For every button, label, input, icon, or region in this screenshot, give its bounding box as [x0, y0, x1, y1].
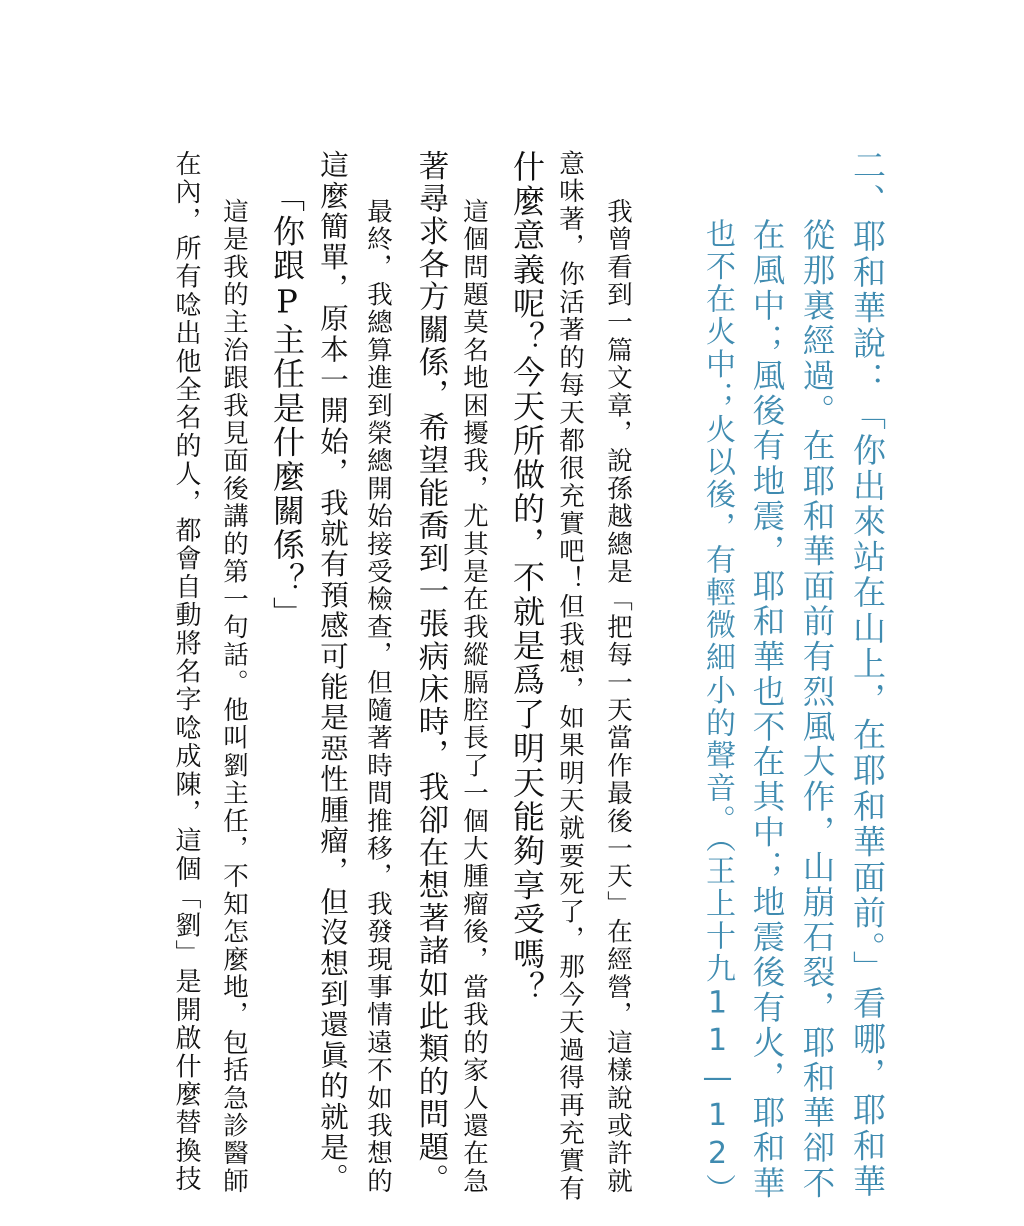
verse-line-2: 從那裏經過。在耶和華面前有烈風大作，山崩石裂，耶和華卻不 — [798, 218, 836, 1201]
body-line-5: 著尋求各方關係，希望能喬到一張病床時，我卻在想著諸如此類的問題。 — [413, 150, 448, 1197]
body-line-6: 最終，我總算進到榮總開始接受檢查，但隨著時間推移，我發現事情遠不如我想的 — [363, 198, 393, 1196]
body-line-9: 這是我的主治跟我見面後講的第一句話。他叫劉主任，不知怎麼地，包括急診醫師 — [219, 198, 249, 1196]
verse-line-4: 也不在火中；火以後，有輕微細小的聲音。（王上十九11—12） — [700, 218, 735, 1206]
body-line-7: 這麼簡單，原本一開始，我就有預感可能是惡性腫瘤，但沒想到還眞的就是。 — [316, 150, 349, 1194]
body-line-1: 我曾看到一篇文章，說孫越總是「把每一天當作最後一天」在經營，這樣說或許就 — [603, 198, 633, 1196]
body-line-2: 意味著，你活著的每天都很充實吧！但我想，如果明天就要死了，那今天過得再充實有 — [555, 150, 585, 1203]
body-line-8: 「你跟P主任是什麼關係？」 — [268, 180, 306, 631]
verse-line-1: 二、耶和華說：「你出來站在山上，在耶和華面前。」看哪，耶和華 — [848, 148, 887, 1200]
verse-line-3: 在風中；風後有地震，耶和華也不在其中；地震後有火，耶和華 — [748, 218, 786, 1201]
body-line-4: 這個問題莫名地困擾我，尤其是在我縱膈腔長了一個大腫瘤後，當我的家人還在急 — [459, 198, 489, 1196]
body-line-10: 在內，所有唸出他全名的人，都會自動將名字唸成陳，這個「劉」是開啟什麼替換技 — [171, 150, 201, 1194]
body-line-3: 什麼意義呢？今天所做的，不就是爲了明天能夠享受嗎？ — [508, 150, 546, 1005]
